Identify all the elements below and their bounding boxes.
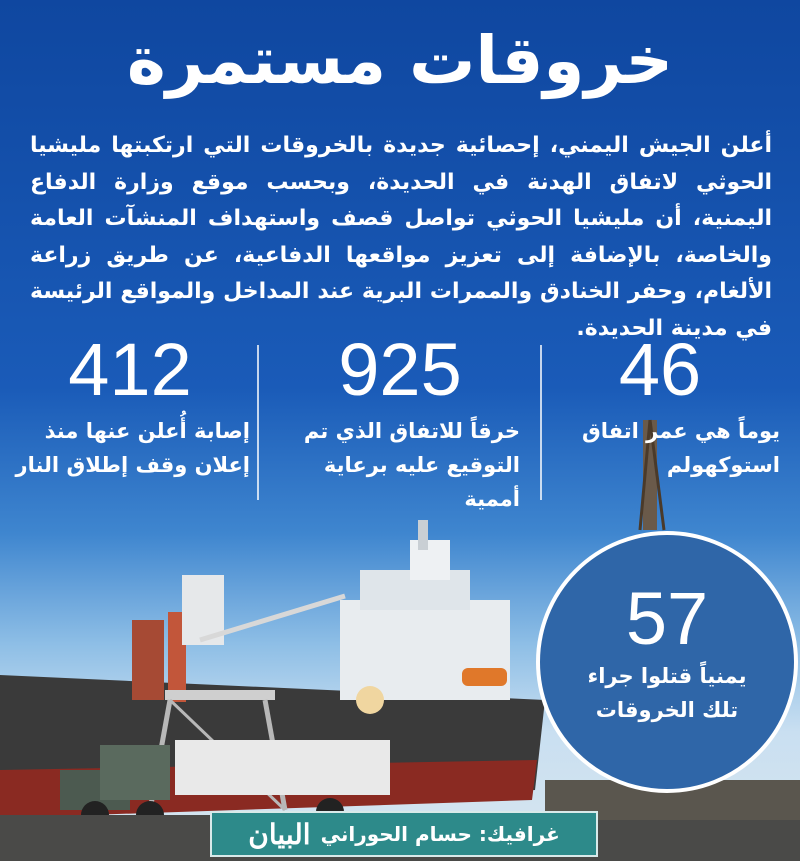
stat-caption: إصابة أُعلن عنها منذ إعلان وقف إطلاق النار [15, 419, 250, 477]
highlight-value: 57 [625, 577, 709, 660]
credit-banner [210, 811, 598, 857]
highlight-caption: يمنياً قتلوا جراء تلك الخروقات [587, 664, 747, 722]
brand-logo: البيان [248, 817, 311, 851]
stat-days [540, 330, 780, 482]
divider [540, 345, 542, 500]
stat-value: 412 [68, 328, 192, 411]
highlight-circle [536, 531, 798, 793]
divider [257, 345, 259, 500]
stat-value: 46 [618, 328, 702, 411]
stat-caption: خرقاً للاتفاق الذي تم التوقيع عليه برعاية أممية [303, 419, 520, 511]
credit-text: غرافيك: حسام الحوراني [320, 822, 560, 846]
intro-paragraph: أعلن الجيش اليمني، إحصائية جديدة بالخروقات التي ارتكبتها مليشيا الحوثي لاتفاق الهدنة في الحديدة، وبحسب موقع وزارة الدفاع اليمنية، أن مليشيا الحوثي تواصل قصف واستهداف المنشآت العامة والخاصة، بالإضافة إلى تعزيز مواقعها الدفاعية، عن طريق زراعة الألغام، وحفر الخنادق والممرات البرية عند المداخل والمواقع الرئيسة في مدينة الحديدة. [30, 133, 772, 341]
stat-injuries [10, 330, 250, 482]
stat-caption: يوماً هي عمر اتفاق استوكهولم [581, 419, 780, 477]
stat-violations [280, 330, 520, 516]
stat-value: 925 [338, 328, 462, 411]
page-title: خروقات مستمرة [126, 22, 674, 99]
